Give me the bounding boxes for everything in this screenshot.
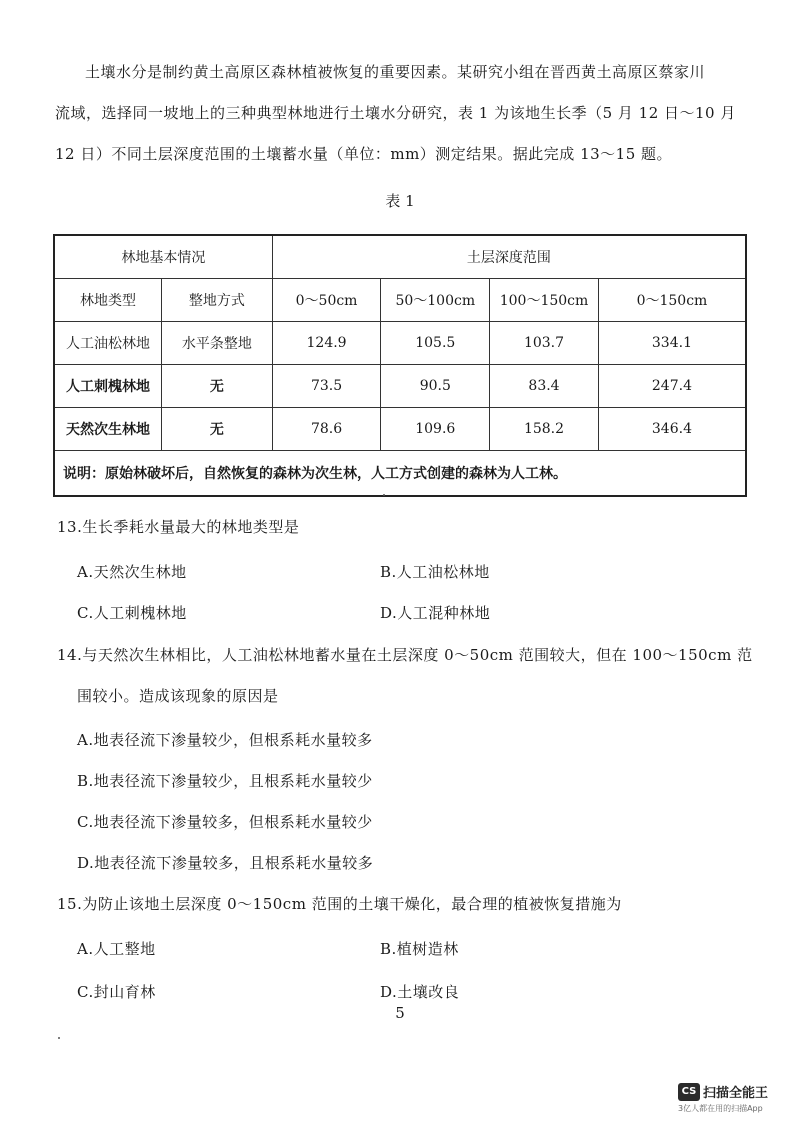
table-row	[54, 322, 746, 365]
cell-value: 346.4	[598, 408, 746, 451]
q15-option-b: B.植树造林	[380, 940, 459, 958]
cell-value: 105.5	[381, 322, 490, 365]
table-note-row	[54, 451, 746, 497]
q14-stem-line-2: 围较小。造成该现象的原因是	[77, 687, 279, 705]
q13-option-b: B.人工油松林地	[380, 563, 490, 581]
header-depth-0-50: 0～50cm	[272, 279, 381, 322]
header-depth-50-100: 50～100cm	[381, 279, 490, 322]
soil-water-table	[53, 234, 747, 497]
table-row	[54, 408, 746, 451]
q14-option-a: A.地表径流下渗量较少，但根系耗水量较多	[77, 731, 373, 749]
scan-speck	[383, 494, 385, 496]
question-13-stem: 13.生长季耗水量最大的林地类型是	[57, 518, 300, 536]
question-15-stem: 15.为防止该地土层深度 0～150cm 范围的土壤干燥化，最合理的植被恢复措施为	[57, 895, 622, 913]
header-prep-method: 整地方式	[162, 279, 273, 322]
cell-value: 90.5	[381, 365, 490, 408]
camscanner-logo-icon: CS	[678, 1083, 700, 1101]
cell-value: 158.2	[490, 408, 599, 451]
q13-option-c: C.人工刺槐林地	[77, 604, 187, 622]
page-number: 5	[395, 1004, 405, 1022]
header-forest-type: 林地类型	[54, 279, 162, 322]
header-group-depth-range: 土层深度范围	[272, 235, 746, 279]
cell-forest-type: 人工刺槐林地	[54, 365, 162, 408]
cell-value: 83.4	[490, 365, 599, 408]
cell-value: 124.9	[272, 322, 381, 365]
cell-value: 109.6	[381, 408, 490, 451]
q15-option-a: A.人工整地	[77, 940, 156, 958]
cell-value: 247.4	[598, 365, 746, 408]
intro-line-2: 流域，选择同一坡地上的三种典型林地进行土壤水分研究，表 1 为该地生长季（5 月 12 日～10 月	[55, 104, 736, 122]
header-depth-100-150: 100～150cm	[490, 279, 599, 322]
table-header-group-row	[54, 235, 746, 279]
cell-value: 103.7	[490, 322, 599, 365]
cell-value: 73.5	[272, 365, 381, 408]
table-caption: 表 1	[385, 192, 415, 210]
question-14-stem	[57, 635, 753, 717]
cell-prep-method: 水平条整地	[162, 322, 273, 365]
cell-forest-type: 天然次生林地	[54, 408, 162, 451]
table-row	[54, 365, 746, 408]
q14-stem-line-1: 14.与天然次生林相比，人工油松林地蓄水量在土层深度 0～50cm 范围较大，但在 100～150cm 范	[57, 646, 753, 664]
q14-option-b: B.地表径流下渗量较少，且根系耗水量较少	[77, 772, 373, 790]
cell-prep-method: 无	[162, 365, 273, 408]
cell-forest-type: 人工油松林地	[54, 322, 162, 365]
cell-prep-method: 无	[162, 408, 273, 451]
cell-value: 78.6	[272, 408, 381, 451]
intro-line-1: 土壤水分是制约黄土高原区森林植被恢复的重要因素。某研究小组在晋西黄土高原区蔡家川	[85, 63, 706, 81]
table-note: 说明：原始林破坏后，自然恢复的森林为次生林，人工方式创建的森林为人工林。	[54, 451, 746, 497]
q15-option-c: C.封山育林	[77, 983, 156, 1001]
scanner-slogan: 3亿人都在用的扫描App	[678, 1104, 763, 1113]
intro-line-3: 12 日）不同土层深度范围的土壤蓄水量（单位：mm）测定结果。据此完成 13～15 题。	[55, 145, 673, 163]
q14-option-d: D.地表径流下渗量较多，且根系耗水量较多	[77, 854, 374, 872]
intro-paragraph	[55, 52, 745, 175]
q15-option-d: D.土壤改良	[380, 983, 460, 1001]
scan-speck	[58, 1037, 60, 1039]
scanner-watermark	[678, 1081, 788, 1114]
q13-option-d: D.人工混种林地	[380, 604, 491, 622]
cell-value: 334.1	[598, 322, 746, 365]
header-group-forest-info: 林地基本情况	[54, 235, 272, 279]
header-depth-0-150: 0～150cm	[598, 279, 746, 322]
table-header-row	[54, 279, 746, 322]
scanner-brand: 扫描全能王	[703, 1086, 769, 1101]
q14-option-c: C.地表径流下渗量较多，但根系耗水量较少	[77, 813, 373, 831]
q13-option-a: A.天然次生林地	[77, 563, 187, 581]
